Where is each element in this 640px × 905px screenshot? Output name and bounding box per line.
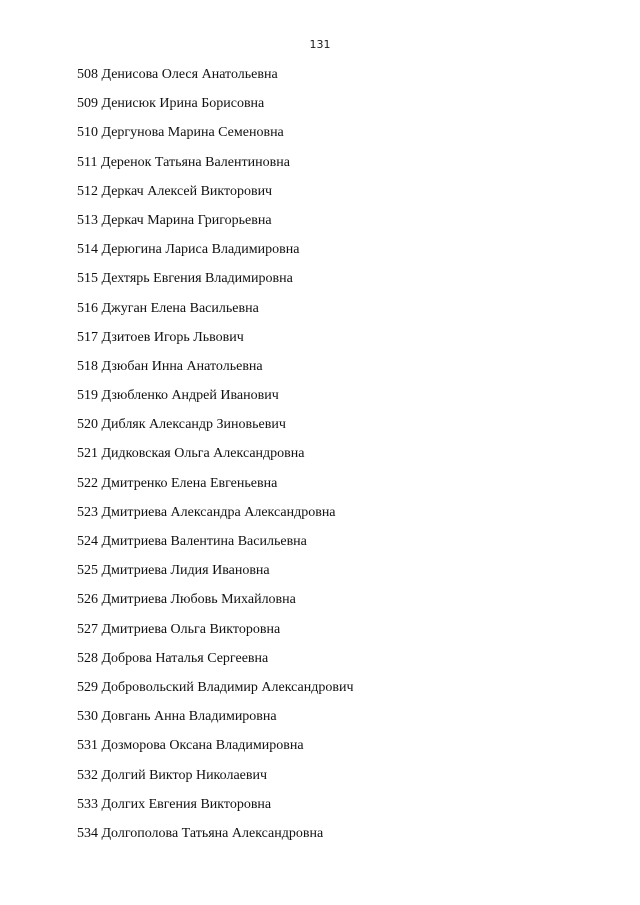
list-item: 513 Деркач Марина Григорьевна	[77, 212, 272, 228]
list-item: 531 Дозморова Оксана Владимировна	[77, 738, 304, 754]
list-item: 517 Дзитоев Игорь Львович	[77, 329, 244, 345]
list-item: 526 Дмитриева Любовь Михайловна	[77, 592, 296, 608]
list-item: 515 Дехтярь Евгения Владимировна	[77, 271, 293, 287]
list-item: 532 Долгий Виктор Николаевич	[77, 767, 268, 783]
list-item: 534 Долгополова Татьяна Александровна	[77, 825, 324, 841]
list-item: 521 Дидковская Ольга Александровна	[77, 446, 305, 462]
list-item: 509 Денисюк Ирина Борисовна	[77, 96, 265, 112]
list-item: 524 Дмитриева Валентина Васильевна	[77, 534, 307, 549]
name-list	[77, 65, 354, 853]
list-item: 511 Деренок Татьяна Валентиновна	[77, 154, 290, 170]
list-item: 510 Дергунова Марина Семеновна	[77, 125, 284, 141]
list-item: 522 Дмитренко Елена Евгеньевна	[77, 475, 278, 491]
list-item: 518 Дзюбан Инна Анатольевна	[77, 358, 263, 374]
list-item: 533 Долгих Евгения Викторовна	[77, 796, 272, 812]
list-item: 523 Дмитриева Александра Александровна	[77, 504, 336, 520]
list-item: 519 Дзюбленко Андрей Иванович	[77, 388, 279, 404]
list-item: 512 Деркач Алексей Викторович	[77, 183, 273, 199]
list-item: 525 Дмитриева Лидия Ивановна	[77, 563, 270, 579]
list-item: 530 Довгань Анна Владимировна	[77, 709, 277, 725]
list-item: 516 Джуган Елена Васильевна	[77, 300, 259, 316]
list-item: 508 Денисова Олеся Анатольевна	[77, 67, 278, 82]
page-number: 131	[309, 38, 331, 51]
list-item: 520 Дибляк Александр Зиновьевич	[77, 417, 286, 433]
list-item: 514 Дерюгина Лариса Владимировна	[77, 242, 300, 258]
list-item: 528 Доброва Наталья Сергеевна	[77, 650, 269, 666]
list-item: 529 Добровольский Владимир Александрович	[77, 679, 354, 695]
list-item: 527 Дмитриева Ольга Викторовна	[77, 621, 281, 637]
